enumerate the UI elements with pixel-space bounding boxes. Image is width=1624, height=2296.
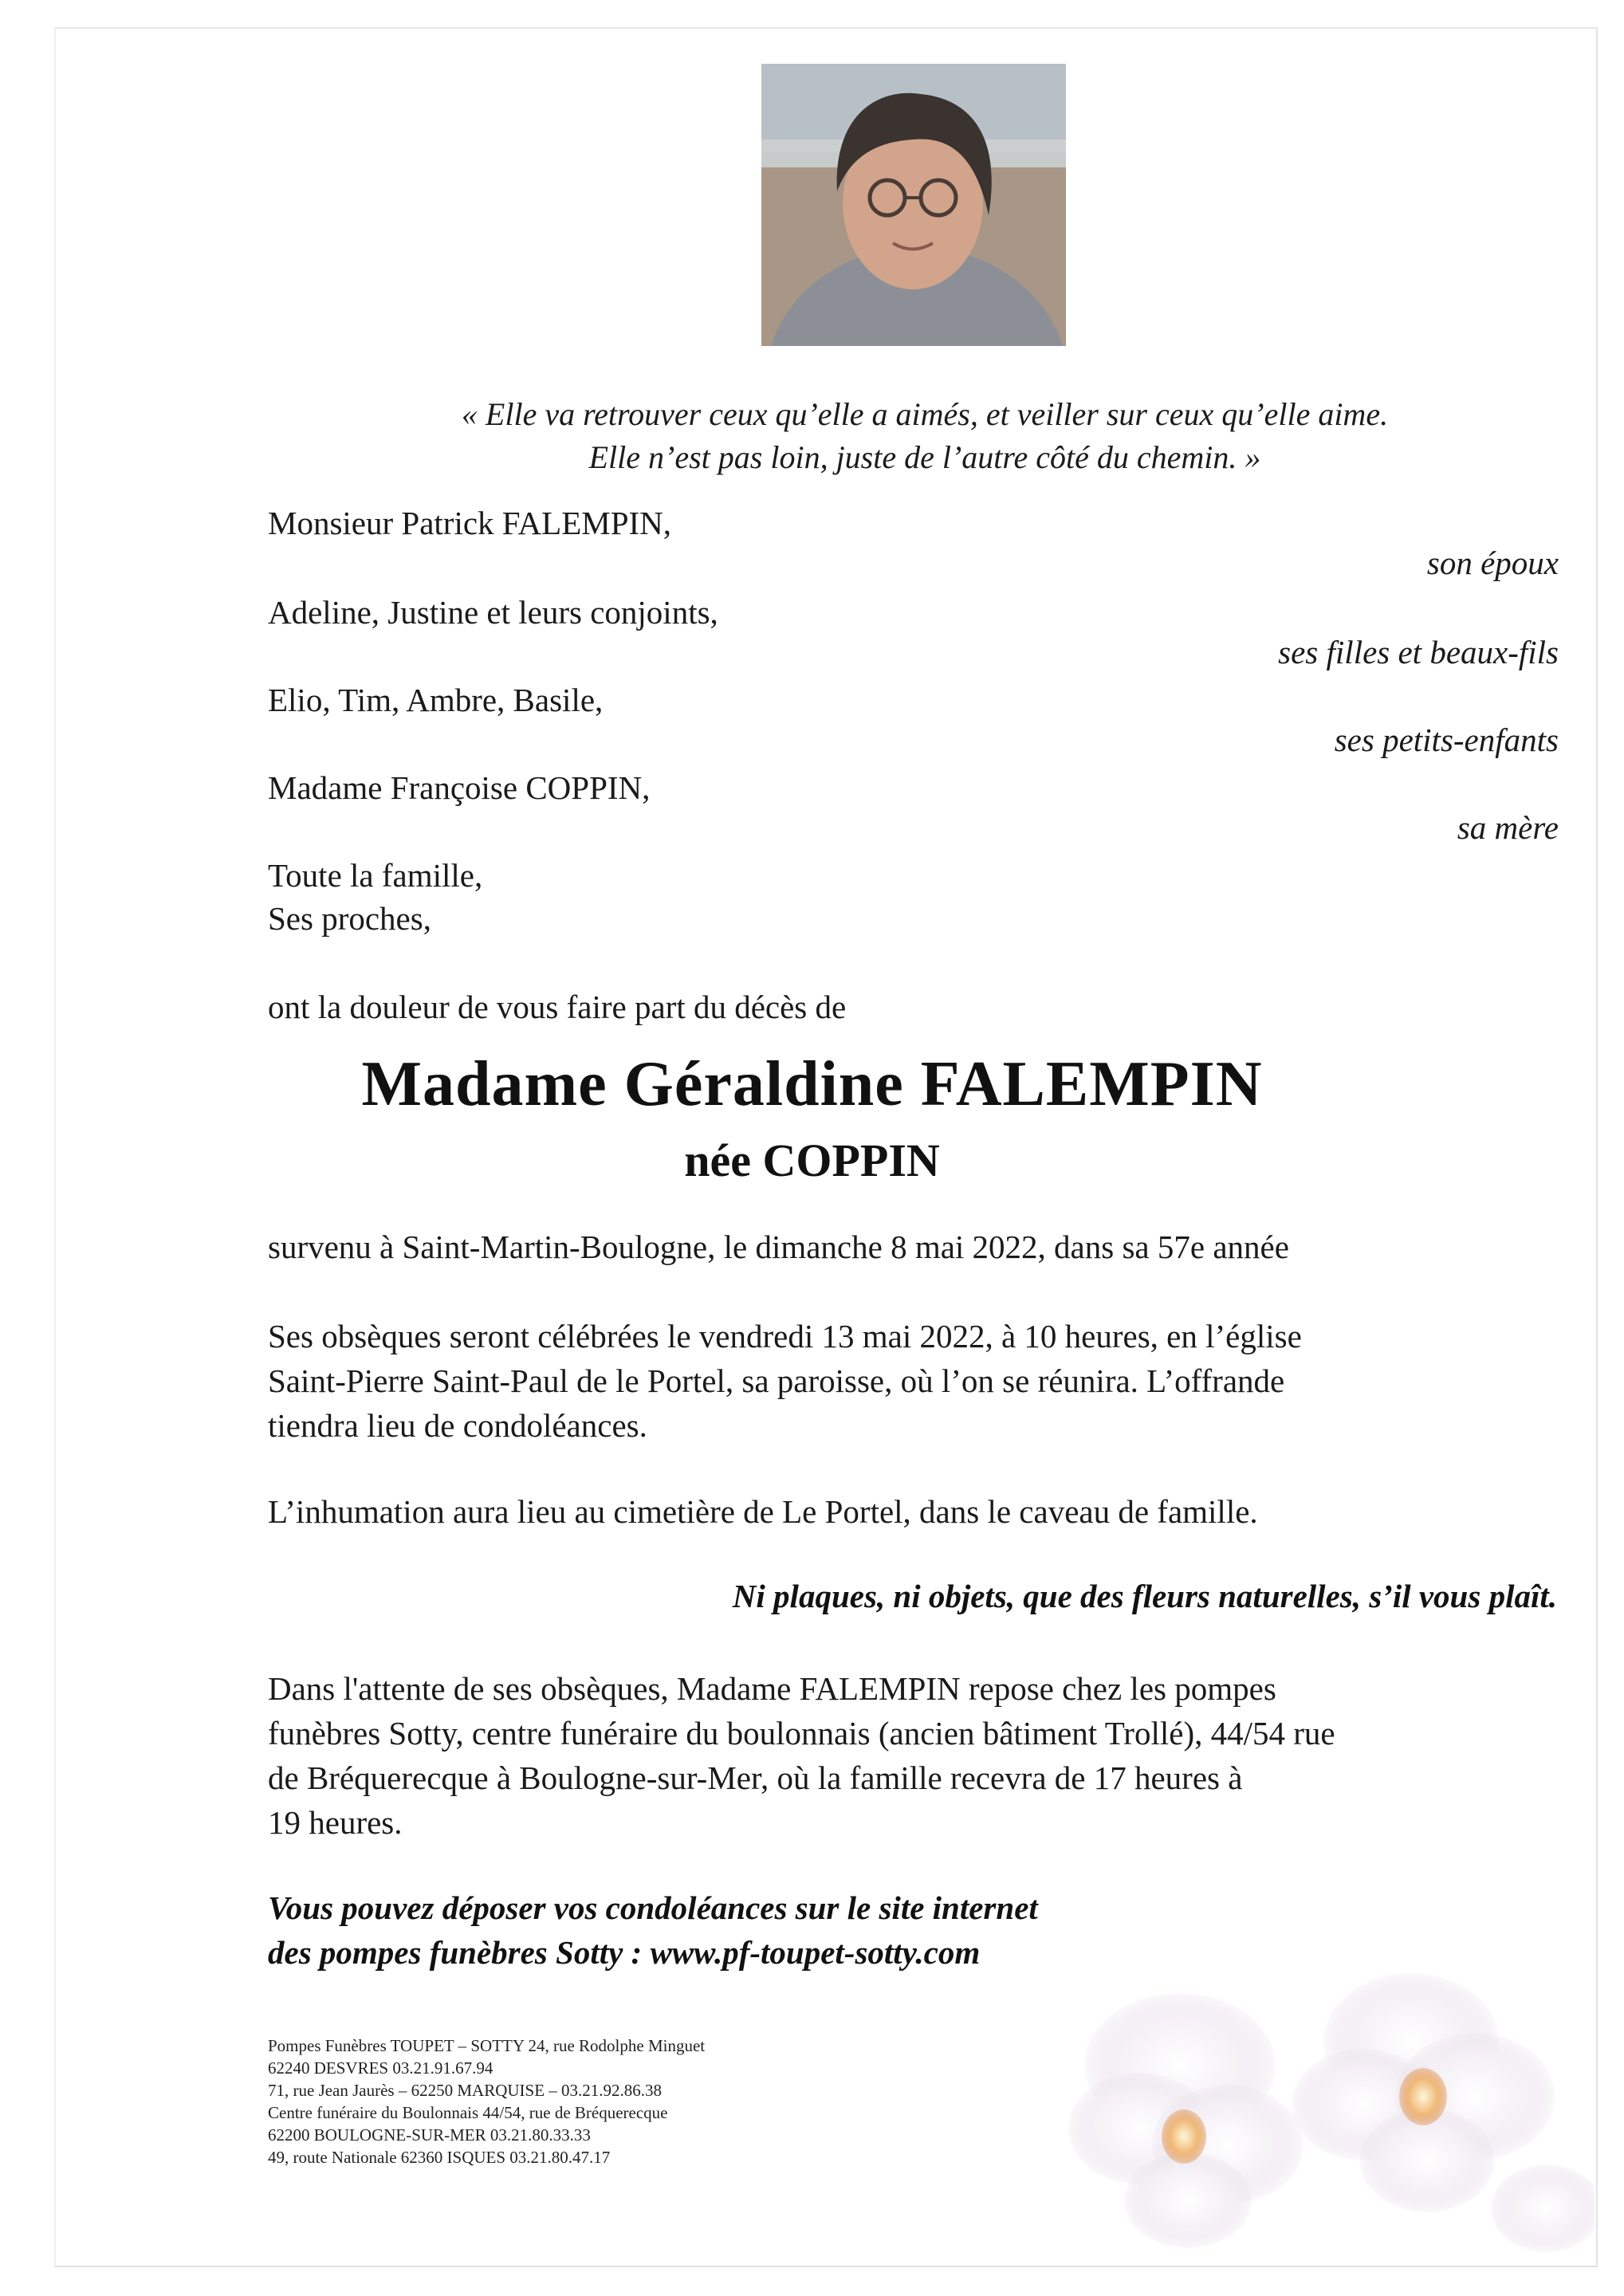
rest-line-4: 19 heures. [268, 1804, 403, 1841]
funeral-home-contacts [268, 2035, 705, 2168]
funeral-line-3: tiendra lieu de condoléances. [268, 1407, 647, 1444]
quote-line-2: Elle n’est pas loin, juste de l’autre côté du chemin. » [588, 439, 1261, 475]
rest-line-3: de Bréquerecque à Boulogne-sur-Mer, où la famille recevra de 17 heures à [268, 1759, 1243, 1796]
condolences-line-2: des pompes funèbres Sotty : www.pf-toupet-sotty.com [268, 1934, 981, 1971]
family-husband: Monsieur Patrick FALEMPIN, [268, 505, 672, 541]
funeral-paragraph [268, 1314, 1559, 1448]
footer-line: 62240 DESVRES 03.21.91.67.94 [268, 2058, 493, 2078]
family-grandchildren: Elio, Tim, Ambre, Basile, [268, 682, 604, 718]
family-others-1: Toute la famille, [268, 857, 483, 894]
footer-line: 62200 BOULOGNE-SUR-MER 03.21.80.33.33 [268, 2125, 591, 2145]
flowers-note: Ni plaques, ni objets, que des fleurs naturelles, s’il vous plaît. [732, 1578, 1557, 1614]
rest-paragraph [268, 1666, 1559, 1845]
rest-line-1: Dans l'attente de ses obsèques, Madame FALEMPIN repose chez les pompes [268, 1670, 1276, 1707]
funeral-line-1: Ses obsèques seront célébrées le vendredi 13 mai 2022, à 10 heures, en l’église [268, 1318, 1302, 1354]
condolences-line-1: Vous pouvez déposer vos condoléances sur le site internet [268, 1889, 1038, 1926]
relation-mother: sa mère [1457, 809, 1559, 846]
footer-line: 71, rue Jean Jaurès – 62250 MARQUISE – 03.21.92.86.38 [268, 2081, 663, 2100]
footer-line: Pompes Funèbres TOUPET – SOTTY 24, rue Rodolphe Minguet [268, 2036, 706, 2055]
orchid-flowers-illustration [1068, 1945, 1595, 2264]
announcement-text: ont la douleur de vous faire part du décès de [268, 989, 847, 1025]
rest-line-2: funèbres Sotty, centre funéraire du boulonnais (ancien bâtiment Trollé), 44/54 rue [268, 1715, 1335, 1751]
footer-line: 49, route Nationale 62360 ISQUES 03.21.80.47.17 [268, 2148, 611, 2167]
condolences-note [268, 1885, 1038, 1975]
relation-grandchildren: ses petits-enfants [1334, 721, 1559, 758]
deceased-maiden-name: née COPPIN [684, 1134, 940, 1186]
relation-daughters: ses filles et beaux-fils [1278, 634, 1559, 670]
quote-line-1: « Elle va retrouver ceux qu’elle a aimés, et veiller sur ceux qu’elle aime. [461, 396, 1389, 432]
family-daughters: Adeline, Justine et leurs conjoints, [268, 594, 718, 631]
deceased-name: Madame Géraldine FALEMPIN [361, 1049, 1263, 1119]
family-others-2: Ses proches, [268, 900, 431, 937]
death-info: survenu à Saint-Martin-Boulogne, le dimanche 8 mai 2022, dans sa 57e année [268, 1229, 1289, 1265]
funeral-line-2: Saint-Pierre Saint-Paul de le Portel, sa paroisse, où l’on se réunira. L’offrande [268, 1362, 1285, 1399]
burial-info: L’inhumation aura lieu au cimetière de Le Portel, dans le caveau de famille. [268, 1493, 1258, 1530]
family-mother: Madame Françoise COPPIN, [268, 769, 651, 806]
portrait-photo [761, 64, 1066, 346]
footer-line: Centre funéraire du Boulonnais 44/54, rue de Bréquerecque [268, 2103, 668, 2122]
relation-husband: son époux [1426, 545, 1559, 581]
